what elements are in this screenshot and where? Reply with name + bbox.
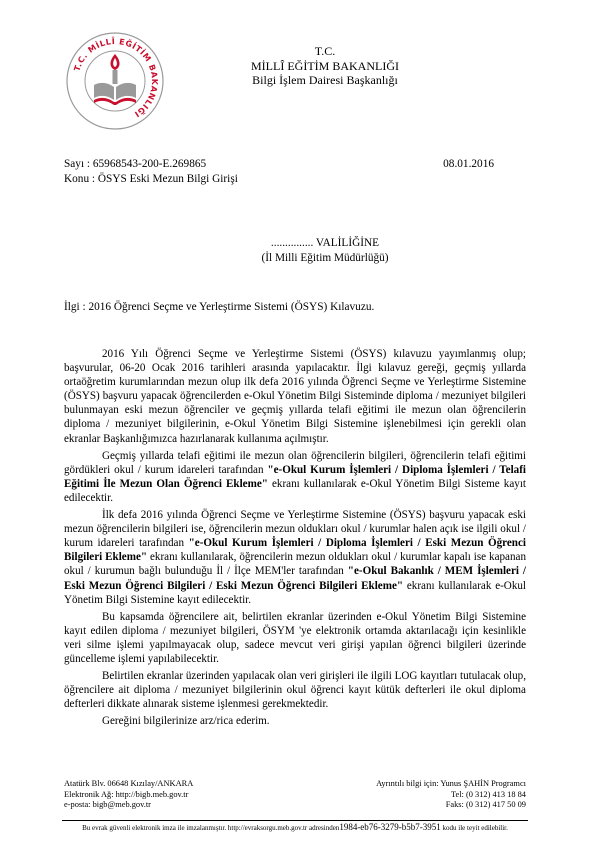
document-date: 08.01.2016 (443, 158, 494, 170)
header-ministry: MİLLÎ EĞİTİM BAKANLIĞI (251, 58, 399, 73)
verify-suffix: kodu ile teyit edilebilir. (440, 824, 508, 832)
footer-tel: Tel: (0 312) 413 18 84 (450, 789, 526, 799)
document-subject: Konu : ÖSYS Eski Mezun Bilgi Girişi (64, 173, 238, 185)
addressee-line1: ............... VALİLİĞİNE (270, 237, 380, 249)
footer-contact: Ayrıntılı bilgi için: Yunus ŞAHİN Programcı (376, 779, 526, 788)
related-reference: İlgi : 2016 Öğrenci Seçme ve Yerleştirme Sistemi (ÖSYS) Kılavuzu. (64, 301, 375, 313)
header-tc: T.C. (314, 44, 336, 58)
verify-code: 1984-eb76-3279-b5b7-3951 (339, 822, 441, 832)
p3-text-e: ekranı kullanılarak e-Okul Yönetim Bilgi Sistemine kayıt edilecektir. (64, 579, 526, 606)
footer-email: e-posta: bigb@meb.gov.tr (64, 800, 151, 810)
paragraph-1: 2016 Yılı Öğrenci Seçme ve Yerleştirme Sistemi (ÖSYS) kılavuzu yayımlanmış olup; başvurular, 06-20 Ocak 2016 tarihleri arasında yapılacaktır. İlgi kılavuz gereği, geçmiş yıllarda ortaöğretim kurumlarından mezun olup ilk defa 2016 yılında Öğrenci Seçme ve Yerleştirme Sistemine (ÖSYS) başvuru yapacak öğrencilerden e-Okul Yönetim Bilgi Sisteminde diploma / mezuniyet bilgileri bulunmayan eski mezun öğrenciler ve geçmiş yıllarda telafi eğitimi ile mezun olan öğrencilerin diploma / mezuniyet bilgilerinin, e-Okul Yönetim Bilgi Sistemine işlenebilmesi için gerekli olan ekranlar Başkanlığımızca hazırlanarak kullanıma açılmıştır. (64, 348, 526, 445)
footer-address: Atatürk Blv. 06648 Kızılay/ANKARA (64, 779, 194, 788)
p3-text-a: İlk defa 2016 yılında Öğrenci Seçme ve Yerleştirme Sistemine (ÖSYS) başvuru yapacak eski mezun öğrencilerin bilgileri ise, öğrencilerin mezun oldukları okul / kurumlar halen açık ise ilgili okul / kurum idareleri tarafından (64, 509, 526, 550)
footer-fax: Faks: (0 312) 417 50 09 (445, 800, 526, 810)
letterhead (200, 44, 450, 88)
logo-ring-text: T.C. MİLLÎ EĞİTİM BAKANLIĞI (72, 36, 160, 119)
addressee-line2: (İl Milli Eğitim Müdürlüğü) (261, 252, 389, 264)
document-number: Sayı : 65968543-200-E.269865 (64, 158, 207, 170)
paragraph-4: Bu kapsamda öğrencilere ait, belirtilen ekranlar üzerinden e-Okul Yönetim Bilgi Sistemine kayıt edilen diploma / mezuniyet bilgileri, ÖSYM 'ye elektronik ortamda aktarılacağı için kesinlikle veri silme işlemi yapılmayacak olup, sadece mevcut veri girişi yapılan öğrenci bilgileri üzerinde güncelleme işlemi yapılabilecektir. (64, 610, 526, 665)
p2-text-a: Geçmiş yıllarda telafi eğitimi ile mezun olan öğrencilerin bilgileri, öğrencilerin telafi eğitimi gördükleri okul / kurum idareleri tarafından (64, 449, 526, 476)
paragraph-6: Gereğini bilgilerinize arz/rica ederim. (102, 715, 270, 728)
footer-web: Elektronik Ağ: http://bigb.meb.gov.tr (64, 789, 189, 799)
p3-screen-path-1: "e-Okul Kurum İşlemleri / Diploma İşlemleri / Eski Mezun Öğrenci Bilgileri Ekleme" (64, 537, 526, 564)
verify-text: Bu evrak güvenli elektronik imza ile imzalanmıştır. http://evraksorgu.meb.gov.tr adresinden (82, 824, 340, 832)
p2-screen-path: "e-Okul Kurum İşlemleri / Diploma İşlemleri / Telafi Eğitimi İle Mezun Olan Öğrenci Ekleme" (64, 463, 526, 490)
meb-logo (64, 30, 166, 132)
footer-address-block (64, 779, 193, 811)
p2-text-c: ekranı kullanılarak e-Okul Yönetim Bilgi Sisteme kayıt edilecektir. (64, 477, 526, 504)
paragraph-2 (64, 449, 526, 505)
p3-screen-path-2: "e-Okul Bakanlık / MEM İşlemleri / Eski Mezun Öğrenci Bilgileri / Eski Mezun Öğrenci Bilgileri Ekleme" (64, 565, 527, 592)
paragraph-3 (64, 508, 526, 607)
reference-block (64, 157, 494, 187)
header-department: Bilgi İşlem Dairesi Başkanlığı (252, 73, 398, 87)
e-signature-notice (62, 820, 528, 833)
footer-contact-block (376, 779, 526, 811)
paragraph-5: Belirtilen ekranlar üzerinden yapılacak olan veri girişleri ile ilgili LOG kayıtları tutulacak olup, öğrencilere ait diploma / mezuniyet bilgilerinin okul öğrenci kayıt kütük defterleri ile okul diploma defterleri dikkate alınarak sisteme işlenmesi gerekmektedir. (64, 670, 526, 711)
letter-body (64, 347, 526, 731)
addressee (200, 236, 450, 266)
p3-text-c: ekranı kullanılarak, öğrencilerin mezun oldukları okul / kurumlar kapalı ise kapanan okul / kurumun bağlı bulunduğu İl / İlçe MEM'ler tarafından (64, 551, 526, 578)
